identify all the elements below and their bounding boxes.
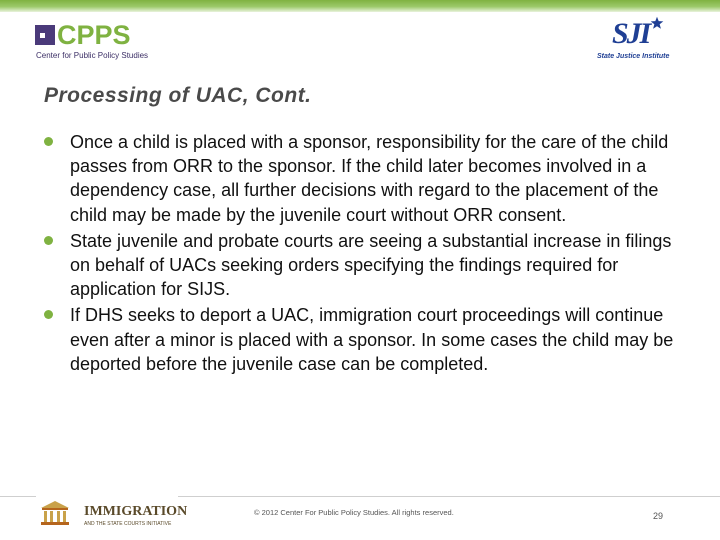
bullet-text: State juvenile and probate courts are seeing a substantial increase in filings on behalf of UACs seeking orders specifying the findings required for application for SIJS. [70,230,672,300]
bullet-list [44,130,684,378]
immigration-logo-wordmark: IMMIGRATION [84,504,188,519]
bullet-item [44,229,684,302]
page-number: 29 [653,511,664,521]
sji-star-icon [650,16,664,30]
bullet-dot-icon [44,310,53,319]
cpps-logo-subtitle: Center for Public Policy Studies [36,51,149,60]
copyright-notice: © 2012 Center For Public Policy Studies. All rights reserved. [254,508,454,517]
top-accent-bar [0,0,720,12]
sji-logo-wordmark: SJI [612,17,650,50]
immigration-logo-subtitle: AND THE STATE COURTS INITIATIVE [84,521,172,527]
bullet-dot-icon [44,137,53,146]
cpps-logo-mark [35,25,55,45]
cpps-logo-wordmark: CPPS [57,20,131,50]
cpps-logo [35,22,175,64]
bullet-text: If DHS seeks to deport a UAC, immigration court proceedings will continue even after a minor is placed with a sponsor. In some cases the child may be deported before the juvenile case can be completed. [70,305,674,374]
sji-logo-subtitle: State Justice Institute [597,53,670,60]
bullet-dot-icon [44,236,53,245]
bullet-text: Once a child is placed with a sponsor, responsibility for the care of the child passes from ORR to the sponsor. If the child later becomes involved in a dependency case, all further decisions with regard to the placement of the child may be made by the juvenile court without ORR consent. [70,132,669,225]
bullet-item [44,303,684,376]
courthouse-icon [38,499,72,527]
slide-title: Processing of UAC, Cont. [44,84,312,107]
bullet-item [44,130,684,227]
immigration-initiative-logo [36,496,188,532]
sji-logo [588,16,688,64]
